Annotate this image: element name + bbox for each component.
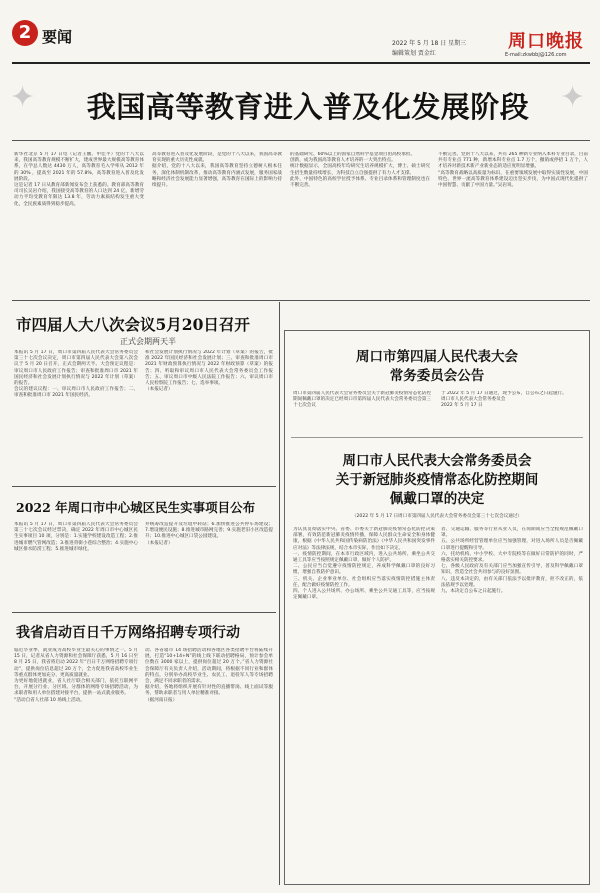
notice-title-line2: 常务委员会公告 <box>389 368 485 384</box>
page-number-badge: 2 <box>12 20 38 46</box>
editor-line: 编辑策划 贾金红 <box>392 50 436 57</box>
notice-divider <box>291 437 583 438</box>
decision-column-1: 为认真贯彻落实中央、省委、市委关于新冠肺炎疫情常态化防控决策部署，有效防范新冠肺炎疫情传播，保障人民群众生命安全和身体健康，根据《中华人民共和国传染病防治法》《中华人民共和国突发事件应对法》等法律法规，结合本市实际，作出如下决定。 一、疫情防控期间，在本市行政区域内，进入公共场所、乘坐公共交通工具等应当按照规定佩戴口罩，做好个人防护。 二、公民应当自觉遵守疫情防控规定，养成科学佩戴口罩的良好习惯，增强自我防护意识。 三、机关、企业事业单位、社会组织应当落实疫情防控措施主体责任，配合做好疫情防控工作。 四、个人进入公共场所、办公场所、乘坐公共交通工具等，应当按规定佩戴口罩。 <box>293 527 435 601</box>
article2-subtitle: 正式会期两天半 <box>120 337 176 346</box>
article4-headline: 我省启动百日千万网络招聘专项行动 <box>16 625 240 641</box>
decision-title-line1: 周口市人民代表大会常务委员会 <box>342 453 532 469</box>
article2-column-1: 本报讯 5 月 17 日，周口市第四届人民代表大会常务委员会第三十七次会议决定，周口市第四届人民代表大会第八次会议于 5 月 20 日召开，正式会期两天半。大会预定议程是：审议周口市人民政府工作报告；审查和批准周口市 2021 年国民经济和社会发展计划执行情况与 2022 年计划（草案）的报告。 会议的建议议程：一、审议周口市人民政府工作报告；二、审查和批准周口市 2021 年国民经济。 <box>14 350 138 399</box>
article4-column-2: 动、各省辖市 14 场招聘活动和各地区各类招聘平台将陆续开展，打造“10+14+N”的线上线下联动招聘格局，预计参会单位数在 3000 家以上，提供岗位超过 20 万个。”省人力资源社会保障厅有关负责人介绍，活动期间，将根据不同行业和群体的特点，分别举办高校毕业生、农民工、退役军人等专场招聘会，满足不同求职者的需求。 据介绍，各地将组织开展有针对性的直播带岗、线上面试等服务，帮助求职者与用人单位精准对接。 （据河南日报） <box>145 648 273 703</box>
lead-column-2: 高等教育进入普及化发展阶段，是党的十八大以来，我国高等教育实现的重大历史性成就。 据介绍，党的十八大以来，我国高等教育坚持立德树人根本任务，深化体制机制改革，推动高等教育内涵式发展，服务国家战略和经济社会发展能力显著增强，高等教育在国际上的影响力持续提升。 <box>152 152 282 189</box>
lead-headline: 我国高等教育进入普及化发展阶段 <box>86 90 530 124</box>
column-divider <box>279 302 280 885</box>
section-title: 要闻 <box>42 28 73 46</box>
lead-column-4: 不断完善。党的十八大以来，共有 265 种新专业纳入本科专业目录，目前共有专业点 771 种，新增本科专业点 1.7 万个，撤销或停招 1 万个，人才培养对新技术新产业新业态的适应度明显增强。 “高等教育战略以高质量为标识，在重要领域发展中取得实质性发展，中国特色、世界一流高等教育体系建设迈出坚实步伐，为中国式现代化提供了中国智慧、贡献了中国力量。”吴岩说。 <box>438 152 588 189</box>
article2-headline: 市四届人大八次会议5月20日召开 <box>16 315 250 334</box>
newspaper-logo: 周口晚报 <box>508 31 584 52</box>
article2-column-2: 和社会发展计划执行情况与 2022 年计划（草案）的报告，批准 2022 年国民经济和社会发展计划；三、审查和批准周口市 2021 年财政预算执行情况与 2022 年财政预算（草案）的报告；四、听取和审议周口市人民代表大会常务委员会工作报告；五、审议周口市中级人民法院工作报告；六、审议周口市人民检察院工作报告；七、选举事项。 （本报记者） <box>145 350 273 393</box>
decision-column-2: 者、交通运输、服务等行业从业人员，在岗期间应当全程规范佩戴口罩。 五、公共场所经营管理单位应当加强管理，对进入场所人员是否佩戴口罩进行提醒和引导。 六、托幼机构、中小学校、大中专院校等在做好日常防护的同时，严格落实相关防控要求。 七、各级人民政府及有关部门应当加强宣传引导，普及科学佩戴口罩知识，营造全社会共同参与的良好氛围。 八、违反本决定的，由有关部门依法予以批评教育，拒不改正的，依法依规予以处理。 九、本决定自公布之日起施行。 <box>441 527 583 595</box>
issue-date: 2022 年 5 月 18 日 星期三 <box>392 40 467 47</box>
decision-title-line3: 佩戴口罩的决定 <box>389 491 485 507</box>
article4-column-1: 临近毕业季，就业成为高校毕业生最关心的事情之一。5 月 15 日，记者从省人力资源和社会保障厅获悉，5 月 16 日至 8 月 25 日，我省将启动 2022 年“百日千万网络招聘专项行动”，提供岗位信息超过 20 万个，全力促进我省高校毕业生等重点群体更加充分、更高质量就业。 为更好地促进就业，省人社厅联合相关部门，依托互联网平台，开展分行业、分区域、分群体的网络专场招聘活动，为求职者和用人单位搭建对接平台，提供一站式就业服务。 “活动自省人社部 10 场线上活动。 <box>14 648 138 703</box>
header-rule <box>12 62 590 64</box>
article3-headline: 2022 年周口市中心城区民生实事项目公布 <box>16 500 256 515</box>
lead-title-rule <box>12 140 590 141</box>
article2-bottom-rule <box>12 486 276 487</box>
lead-column-3: 的基础研究、60%以上的国家自然科学基金项目由高校承担。 创新，成为我国高等教育人才培养的一大突出特点。 统计数据显示，全国高校年均研究生培养规模扩大，博士、硕士研究生招生数量持续增长，为科技自立自强提供了有力人才支撑。 此外，中国特色的高校学位授予体系、专业目录体系和管理制度也在不断完善。 <box>290 152 430 189</box>
article3-bottom-rule <box>12 612 276 613</box>
star-decoration-left: ✦ <box>10 80 36 115</box>
notice-column-1: 周口市第四届人民代表大会常务委员会关于新冠肺炎疫情常态化防控期间佩戴口罩的决定已经周口市第四届人民代表大会常务委员会第三十七次会议 <box>293 391 431 409</box>
lead-column-1: 新华社北京 5 月 17 日电（记者王鹏、申佳平）党的十八大以来，我国高等教育规模不断扩大，建成世界最大规模高等教育体系，在学总人数达 4430 万人，高等教育毛入学率从 2012 年的 30% ，提高至 2021 年的 57.8%，高等教育进入普及化发展阶段。 这是记者 17 日从教育部新闻发布会上获悉的。教育部高等教育司司长吴岩介绍，我国接受高等教育的人口达到 24 亿，新增劳动力平均受教育年限达 13.8 年，劳动力素质结构发生重大变化，全民族素质得到稳步提高。 <box>14 152 144 207</box>
official-notice-box <box>284 330 590 885</box>
notice-title-line1: 周口市第四届人民代表大会 <box>356 349 518 365</box>
decision-title-line2: 关于新冠肺炎疫情常态化防控期间 <box>335 472 539 488</box>
article3-column-2: 并统筹改造提升及垃圾中转站；6.加快推进公共停车场建设；7.增设便民设施；8.推进城市路网完善；9.实施老旧小区改造提升；10.推进中心城区口袋公园建设。 （本报记者） <box>145 522 273 546</box>
lead-bottom-rule <box>12 300 590 301</box>
decision-adopted-note: （2022 年 5 月 17 日周口市第四届人民代表大会常务委员会第三十七次会议通过） <box>351 514 523 519</box>
star-decoration-right: ✦ <box>560 80 586 115</box>
notice-column-2: 于 2022 年 5 月 17 日通过，现予公布，自公布之日起施行。 周口市人民代表大会常务委员会 2022 年 5 月 17 日 <box>441 391 567 409</box>
article3-column-1: 本报讯 5 月 17 日，周口市第四届人民代表大会常务委员会第三十七次会议经过票决，确定 2022 年周口市中心城区民生实事项目 10 项，分别是：1.实施学校建设改造工程；2.推进城市燃气管网改造；3.推进背街小巷综合整治；4.实施中心城区排水防涝工程；5.推进城市绿化。 <box>14 522 138 552</box>
contact-email: E-mail:zkwbbj@126.com <box>505 52 567 58</box>
